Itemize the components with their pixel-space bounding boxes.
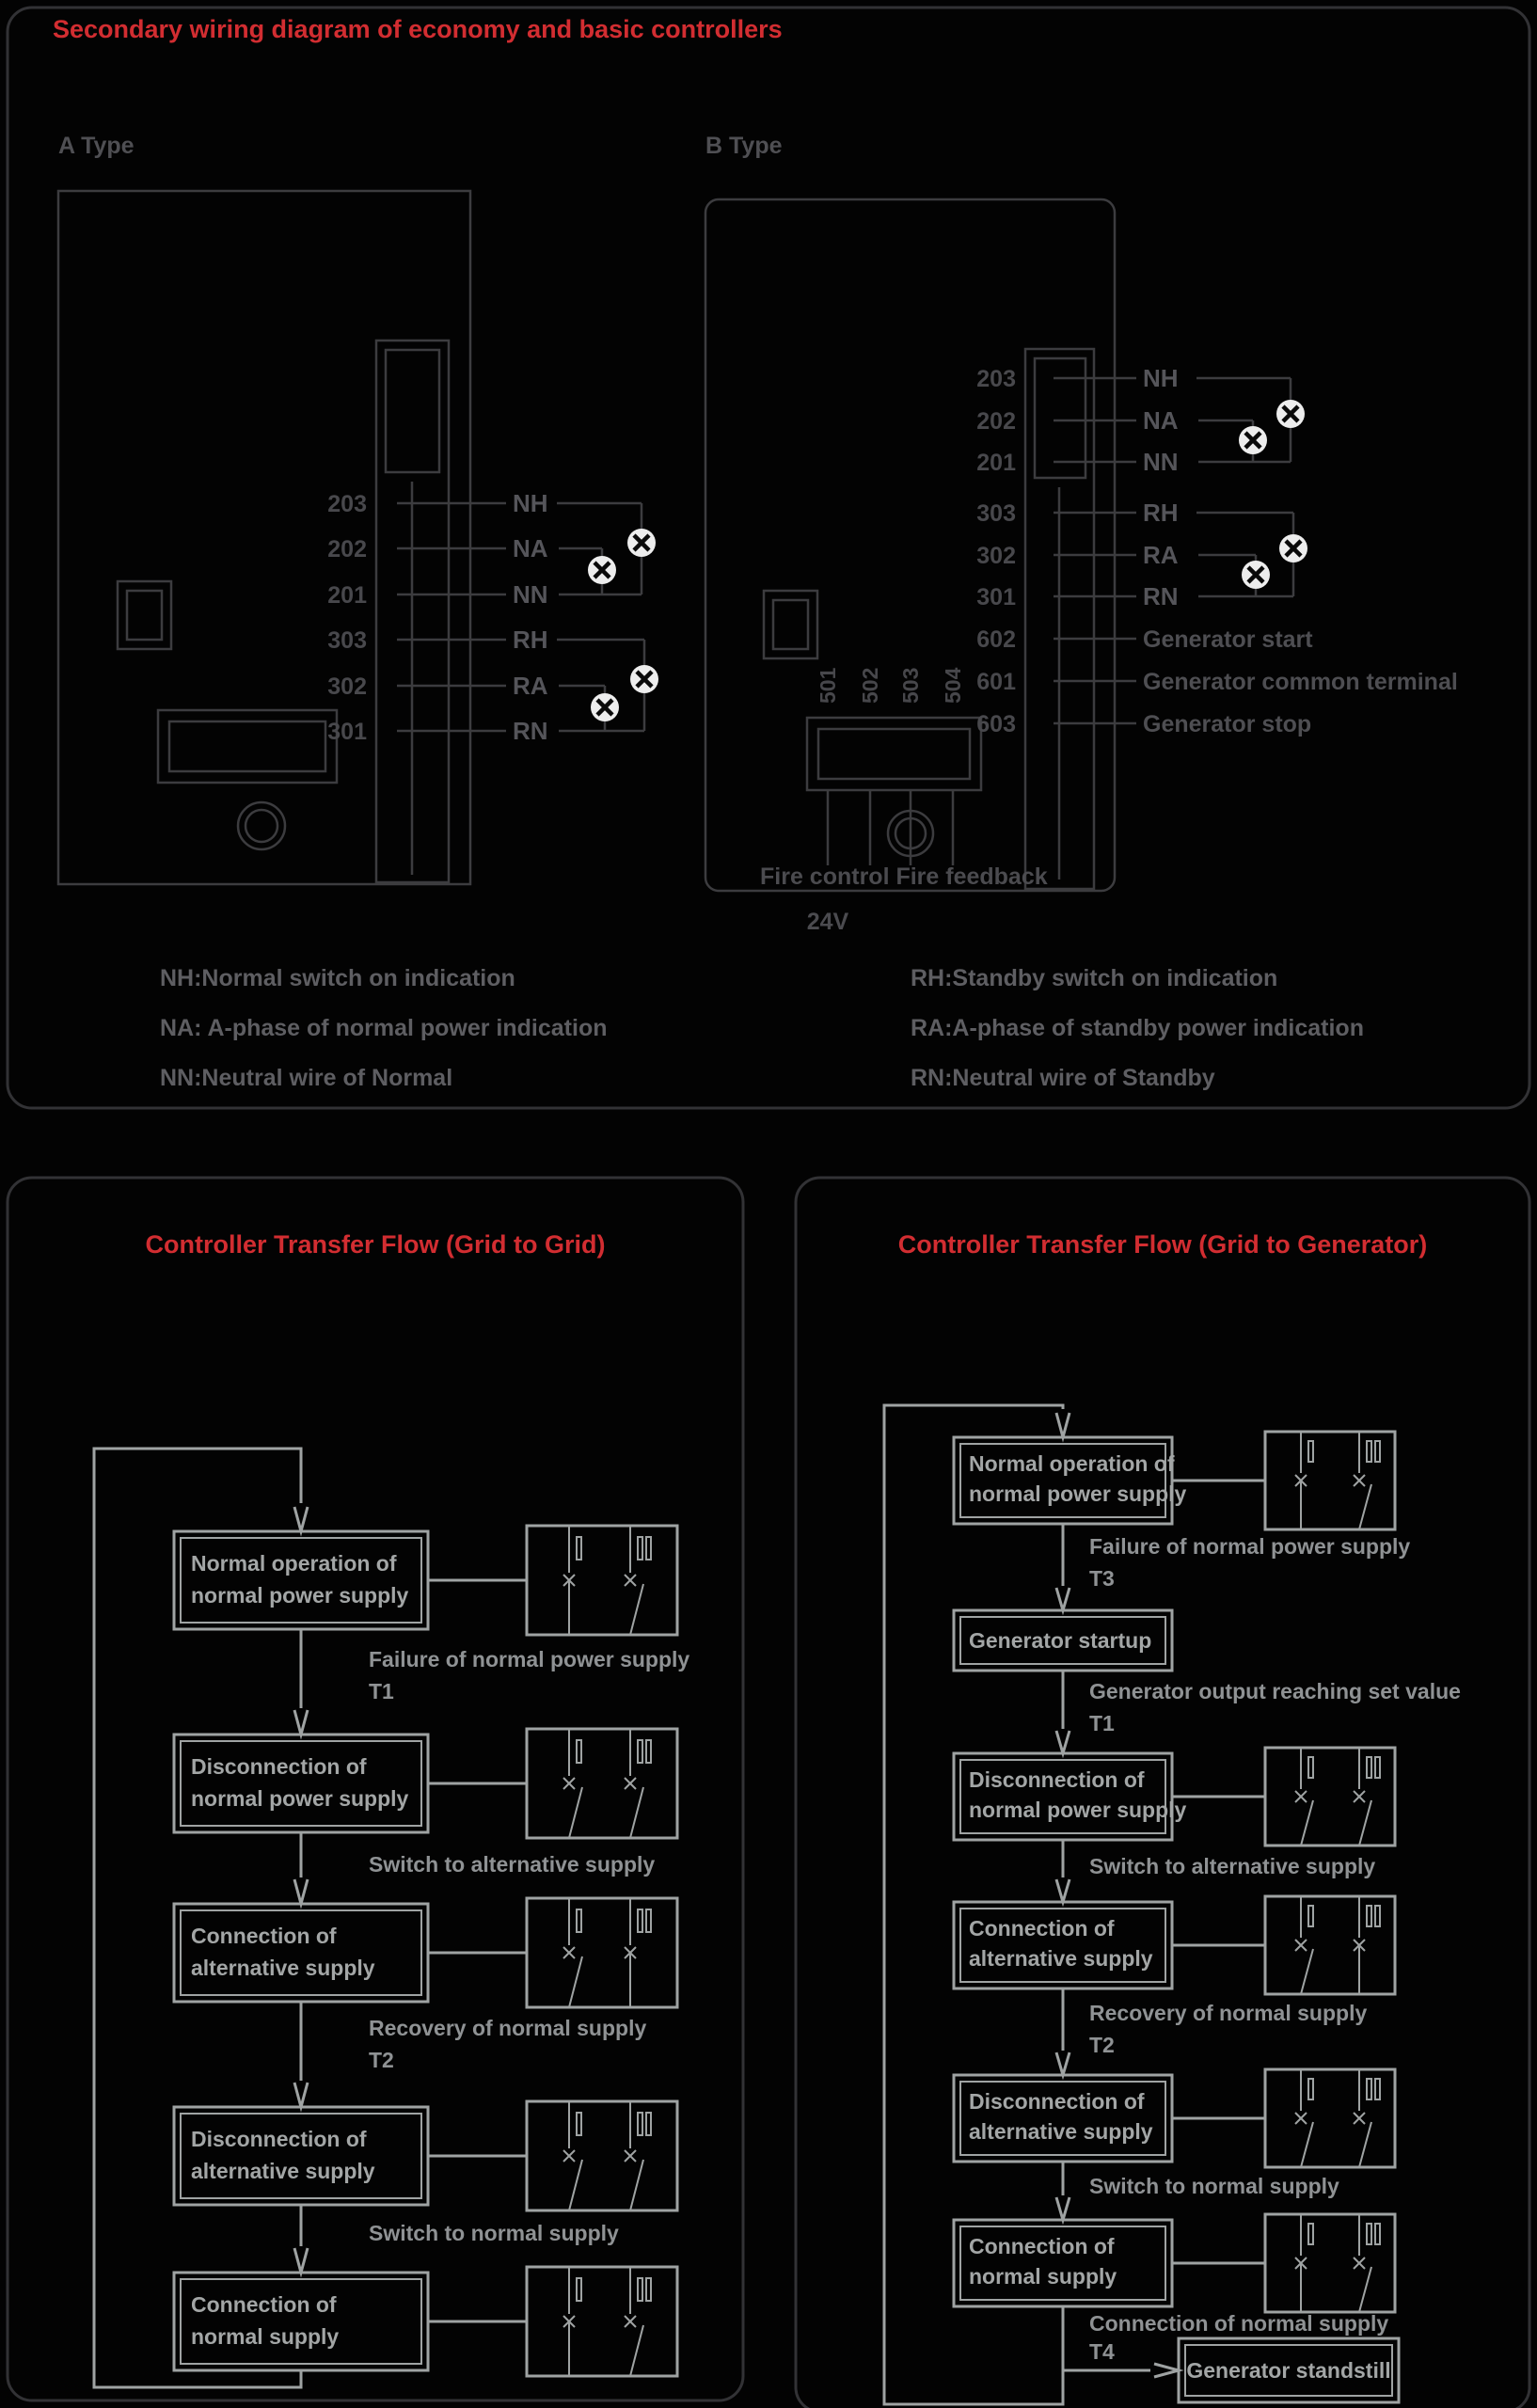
g2g-title: Controller Transfer Flow (Grid to Grid) <box>145 1230 606 1259</box>
transition-label: Failure of normal power supply <box>1089 1534 1411 1559</box>
svg-text:Disconnection of: Disconnection of <box>191 2127 367 2151</box>
terminal-label: 602 <box>976 626 1016 653</box>
arrow-down-icon <box>294 1710 308 1735</box>
svg-text:Disconnection of: Disconnection of <box>969 2089 1145 2114</box>
terminal-label: 603 <box>976 711 1016 737</box>
wire-label: NH <box>1143 364 1179 392</box>
g2gen-title: Controller Transfer Flow (Grid to Generator) <box>897 1230 1428 1259</box>
svg-text:Normal operation of: Normal operation of <box>969 1451 1175 1476</box>
indicator-lamp-icon <box>630 665 658 693</box>
transition-label: Switch to alternative supply <box>369 1852 656 1877</box>
b-type-label: B Type <box>705 133 783 159</box>
svg-text:Connection of: Connection of <box>191 2292 337 2317</box>
fire-label: Fire control Fire feedback <box>760 863 1048 890</box>
svg-text:normal power supply: normal power supply <box>191 1583 409 1608</box>
svg-text:Connection of: Connection of <box>969 2234 1115 2258</box>
wire-label: NA <box>1143 406 1179 435</box>
flow-step-box <box>174 2273 428 2370</box>
flow-step-box <box>954 1753 1187 1840</box>
svg-text:alternative supply: alternative supply <box>191 1956 375 1980</box>
svg-text:normal power supply: normal power supply <box>969 1798 1187 1822</box>
arrow-down-icon <box>294 2248 308 2273</box>
wire-label: Generator start <box>1143 626 1313 653</box>
arrow-down-icon <box>1056 2052 1070 2075</box>
wire-label: NN <box>513 580 548 609</box>
indicator-lamp-icon <box>1242 561 1270 589</box>
flow-step-box <box>954 1902 1172 1988</box>
terminal-label: 601 <box>976 669 1016 695</box>
switch-state-icon <box>428 1526 677 1635</box>
switch-state-icon <box>428 1898 677 2007</box>
transition-label: T3 <box>1089 1566 1115 1591</box>
pin-label: 503 <box>898 667 923 704</box>
svg-text:Generator startup: Generator startup <box>969 1628 1152 1653</box>
transition-label: T1 <box>1089 1711 1115 1735</box>
legend-item: NN:Neutral wire of Normal <box>160 1065 453 1091</box>
voltage-label: 24V <box>806 909 849 935</box>
indicator-lamp-icon <box>588 556 616 584</box>
switch-state-icon <box>428 2101 677 2210</box>
switch-state-icon <box>1172 2069 1395 2167</box>
flow-step-box <box>954 2075 1172 2162</box>
svg-text:Connection of: Connection of <box>969 1916 1115 1941</box>
b-side-connector-icon <box>764 591 817 658</box>
arrow-down-icon <box>1056 1879 1070 1902</box>
svg-text:Disconnection of: Disconnection of <box>191 1754 367 1779</box>
pin-label: 501 <box>816 667 840 704</box>
svg-text:normal power supply: normal power supply <box>191 1786 409 1811</box>
terminal-label: 302 <box>976 543 1016 569</box>
svg-text:Normal operation of: Normal operation of <box>191 1551 397 1576</box>
pin-label: 504 <box>941 667 965 704</box>
switch-state-icon <box>428 1729 677 1838</box>
terminal-label: 202 <box>976 408 1016 435</box>
flow-step-box <box>174 1531 428 1629</box>
transition-label: T1 <box>369 1679 394 1703</box>
b-terminal-rows <box>976 364 1458 737</box>
svg-text:Connection of: Connection of <box>191 1924 337 1948</box>
b-fire-connector-icon <box>807 718 981 865</box>
a-type-label: A Type <box>58 133 135 159</box>
transition-label: Generator output reaching set value <box>1089 1679 1461 1703</box>
legend-item: RA:A-phase of standby power indication <box>911 1015 1364 1041</box>
a-lamp-circuits <box>588 503 658 731</box>
indicator-lamp-icon <box>1239 426 1267 454</box>
b-pin-labels <box>816 667 965 704</box>
switch-state-icon <box>1172 1748 1395 1846</box>
flow-step-box <box>1179 2338 1399 2402</box>
terminal-label: 303 <box>327 627 367 654</box>
transition-label: Recovery of normal supply <box>1089 2001 1368 2025</box>
legend-item: NA: A-phase of normal power indication <box>160 1015 608 1041</box>
switch-state-icon <box>1172 1896 1395 1994</box>
g2gen-flowchart <box>884 1405 1461 2404</box>
switch-state-icon <box>1172 1432 1395 1529</box>
wire-label: RA <box>1143 541 1179 569</box>
legend-item: RH:Standby switch on indication <box>911 965 1278 991</box>
arrow-down-icon <box>294 1879 308 1904</box>
terminal-label: 301 <box>976 584 1016 610</box>
transition-label: Switch to normal supply <box>1089 2174 1339 2198</box>
wire-label: Generator common terminal <box>1143 669 1458 695</box>
svg-text:normal supply: normal supply <box>191 2324 340 2349</box>
switch-state-icon <box>428 2267 677 2376</box>
arrow-down-icon <box>1056 1413 1070 1437</box>
terminal-label: 201 <box>327 582 367 609</box>
svg-text:normal power supply: normal power supply <box>969 1481 1187 1506</box>
pin-label: 502 <box>858 667 882 704</box>
switch-state-icon <box>1172 2214 1395 2312</box>
indicator-lamp-icon <box>627 529 656 557</box>
wire-label: RN <box>1143 582 1179 610</box>
arrow-down-icon <box>1056 2197 1070 2220</box>
b-controller-outline <box>705 199 1115 891</box>
flow-step-box <box>174 2107 428 2205</box>
wire-label: Generator stop <box>1143 711 1312 737</box>
flow-step-box <box>954 2220 1172 2306</box>
transition-label: Failure of normal power supply <box>369 1647 690 1671</box>
transition-label: Switch to normal supply <box>369 2221 619 2245</box>
arrow-down-icon <box>294 1507 308 1531</box>
wire-label: NH <box>513 489 548 517</box>
indicator-lamp-icon <box>1276 400 1305 428</box>
arrow-right-icon <box>1154 2364 1179 2377</box>
transition-label: Switch to alternative supply <box>1089 1854 1376 1878</box>
svg-text:alternative supply: alternative supply <box>191 2159 375 2183</box>
wire-label: NN <box>1143 448 1179 476</box>
b-type-diagram <box>705 199 1458 935</box>
wire-label: RH <box>1143 499 1179 527</box>
a-side-connector-icon <box>118 581 171 649</box>
a-screw-icon <box>238 802 285 849</box>
flow-step-box <box>174 1904 428 2002</box>
indicator-lamp-icon <box>1279 534 1307 562</box>
svg-text:normal supply: normal supply <box>969 2264 1117 2289</box>
wire-label: RH <box>513 626 548 654</box>
a-controller-outline <box>58 191 470 884</box>
terminal-label: 201 <box>976 450 1016 476</box>
svg-text:alternative supply: alternative supply <box>969 2119 1153 2144</box>
arrow-down-icon <box>294 2083 308 2107</box>
transition-label: Recovery of normal supply <box>369 2016 647 2040</box>
a-type-diagram <box>58 191 658 884</box>
svg-text:Disconnection of: Disconnection of <box>969 1767 1145 1792</box>
terminal-label: 301 <box>327 719 367 745</box>
flow-step-box <box>174 1735 428 1832</box>
transition-label: Connection of normal supply <box>1089 2311 1389 2336</box>
terminal-label: 203 <box>976 366 1016 392</box>
page-title: Secondary wiring diagram of economy and basic controllers <box>53 15 783 43</box>
terminal-label: 302 <box>327 673 367 700</box>
svg-text:alternative supply: alternative supply <box>969 1946 1153 1971</box>
g2g-flowchart <box>94 1449 689 2387</box>
legend <box>160 965 1364 1091</box>
legend-item: RN:Neutral wire of Standby <box>911 1065 1215 1091</box>
b-lamp-circuits <box>1239 378 1307 596</box>
indicator-lamp-icon <box>591 693 619 721</box>
svg-text:Generator standstill: Generator standstill <box>1186 2358 1391 2383</box>
legend-item: NH:Normal switch on indication <box>160 965 515 991</box>
terminal-label: 303 <box>976 500 1016 527</box>
wire-label: RN <box>513 717 548 745</box>
flow-step-box <box>954 1437 1187 1524</box>
wire-label: RA <box>513 672 548 700</box>
terminal-label: 203 <box>327 491 367 517</box>
a-bottom-connector-icon <box>158 710 337 783</box>
transition-label: T2 <box>369 2048 394 2072</box>
transition-label: T4 <box>1089 2339 1115 2364</box>
arrow-down-icon <box>1056 1731 1070 1753</box>
wire-label: NA <box>513 534 548 562</box>
transition-label: T2 <box>1089 2033 1115 2057</box>
arrow-down-icon <box>1056 1588 1070 1610</box>
flow-step-box <box>954 1610 1172 1671</box>
grid-to-generator-panel <box>796 1178 1529 2408</box>
terminal-label: 202 <box>327 536 367 562</box>
